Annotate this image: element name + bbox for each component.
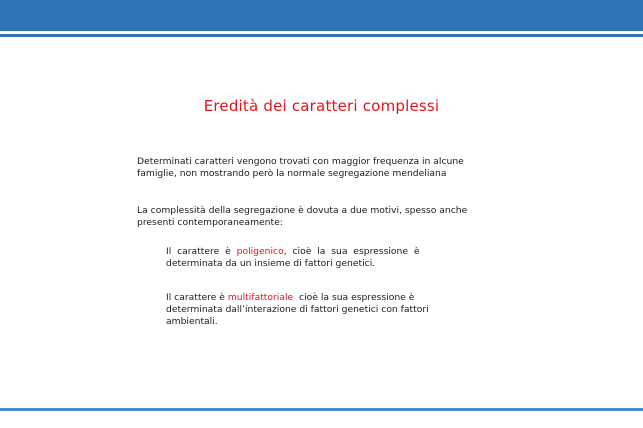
multifactorial-before: Il carattere è <box>166 292 228 303</box>
polygenic-line-2: determinata da un insieme di fattori genetici. <box>166 258 376 269</box>
polygenic-term: poligenico <box>236 246 284 257</box>
multifactorial-line-3: ambientali. <box>166 316 218 327</box>
complexity-line-2: presenti contemporaneamente: <box>137 217 283 228</box>
polygenic-line-1 <box>166 246 420 258</box>
header-rule <box>0 34 643 37</box>
multifactorial-line-1 <box>166 292 429 304</box>
polygenic-point <box>166 246 420 270</box>
intro-line-2: famiglie, non mostrando però la normale segregazione mendeliana <box>137 168 447 179</box>
footer-rule <box>0 408 643 411</box>
multifactorial-after: cioè la sua espressione è <box>293 292 415 303</box>
multifactorial-line-2: determinata dall’interazione di fattori genetici con fattori <box>166 304 429 315</box>
complexity-paragraph <box>137 205 467 229</box>
multifactorial-point <box>166 292 429 328</box>
polygenic-after: , cioè la sua espressione è <box>283 246 420 257</box>
intro-line-1: Determinati caratteri vengono trovati con maggior frequenza in alcune <box>137 156 464 167</box>
slide-title: Eredità dei caratteri complessi <box>203 97 440 115</box>
polygenic-before: Il carattere è <box>166 246 237 257</box>
header-band <box>0 0 643 31</box>
complexity-line-1: La complessità della segregazione è dovuta a due motivi, spesso anche <box>137 205 468 216</box>
intro-paragraph <box>137 156 464 180</box>
multifactorial-term: multifattoriale <box>227 292 294 303</box>
